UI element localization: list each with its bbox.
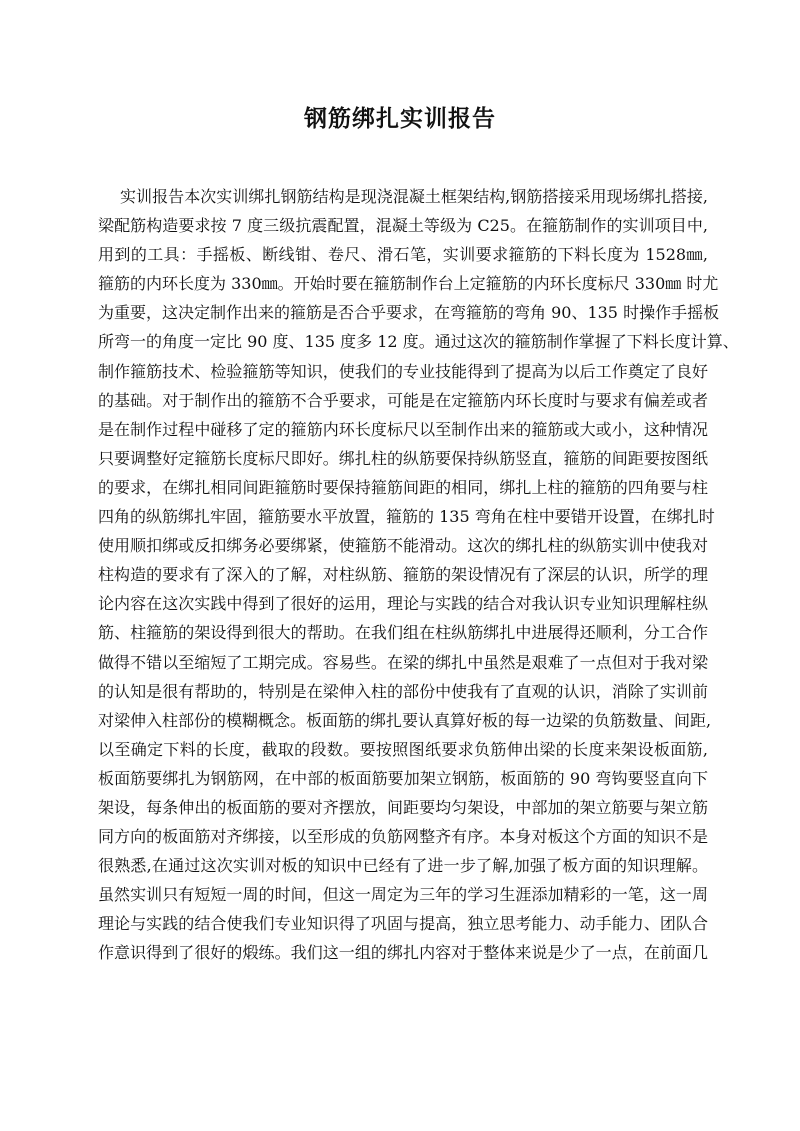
body-line: 制作箍筋技术、检验箍筋等知识，使我们的专业技能得到了提高为以后工作奠定了良好 (98, 361, 708, 381)
body-line: 四角的纵筋绑扎牢固，箍筋要水平放置，箍筋的 135 弯角在柱中要错开设置，在绑扎时 (98, 507, 715, 527)
report-body (98, 182, 739, 968)
body-line: 虽然实训只有短短一周的时间，但这一周定为三年的学习生涯添加精彩的一笔，这一周 (98, 885, 708, 905)
body-line: 的要求，在绑扎相同间距箍筋时要保持箍筋间距的相同，绑扎上柱的箍筋的四角要与柱 (98, 477, 708, 497)
body-line: 论内容在这次实践中得到了很好的运用，理论与实践的结合对我认识专业知识理解柱纵 (98, 594, 708, 614)
body-line: 使用顺扣绑或反扣绑务必要绑紧，使箍筋不能滑动。这次的绑扎柱的纵筋实训中使我对 (98, 536, 708, 556)
body-line: 架设，每条伸出的板面筋的要对齐摆放，间距要均匀架设，中部加的架立筋要与架立筋 (98, 797, 708, 817)
body-line: 箍筋的内环长度为 330㎜。开始时要在箍筋制作台上定箍筋的内环长度标尺 330㎜ 时尤 (98, 274, 719, 294)
document-title: 钢筋绑扎实训报告 (304, 106, 496, 132)
body-line: 实训报告本次实训绑扎钢筋结构是现浇混凝土框架结构,钢筋搭接采用现场绑扎搭接, (120, 187, 708, 206)
body-line: 做得不错以至缩短了工期完成。容易些。在梁的绑扎中虽然是艰难了一点但对于我对梁 (98, 652, 708, 672)
body-line: 同方向的板面筋对齐绑接，以至形成的负筋网整齐有序。本身对板这个方面的知识不是 (98, 827, 708, 847)
body-line: 以至确定下料的长度，截取的段数。要按照图纸要求负筋伸出梁的长度来架设板面筋, (98, 739, 708, 759)
body-line: 只要调整好定箍筋长度标尺即好。绑扎柱的纵筋要保持纵筋竖直，箍筋的间距要按图纸 (98, 448, 708, 468)
body-line: 所弯一的角度一定比 90 度、135 度多 12 度。通过这次的箍筋制作掌握了下料长度计算、 (98, 332, 739, 352)
body-line: 对梁伸入柱部份的模糊概念。板面筋的绑扎要认真算好板的每一边梁的负筋数量、间距, (98, 710, 712, 730)
body-line: 很熟悉,在通过这次实训对板的知识中已经有了进一步了解,加强了板方面的知识理解。 (98, 856, 708, 876)
body-line: 作意识得到了很好的煅练。我们这一组的绑扎内容对于整体来说是少了一点，在前面几 (98, 943, 708, 963)
body-line: 梁配筋构造要求按 7 度三级抗震配置，混凝土等级为 C25。在箍筋制作的实训项目中, (98, 216, 708, 236)
body-line: 柱构造的要求有了深入的了解，对柱纵筋、箍筋的架设情况有了深层的认识，所学的理 (98, 565, 708, 585)
body-line: 的认知是很有帮助的，特别是在梁伸入柱的部份中使我有了直观的认识，消除了实训前 (98, 681, 708, 701)
body-line: 理论与实践的结合使我们专业知识得了巩固与提高，独立思考能力、动手能力、团队合 (98, 914, 708, 934)
body-line: 板面筋要绑扎为钢筋网，在中部的板面筋要加架立钢筋，板面筋的 90 弯钩要竖直向下 (98, 768, 708, 788)
body-line: 用到的工具：手摇板、断线钳、卷尺、滑石笔，实训要求箍筋的下料长度为 1528㎜, (98, 245, 708, 265)
body-line: 的基础。对于制作出的箍筋不合乎要求，可能是在定箍筋内环长度时与要求有偏差或者 (98, 390, 708, 410)
body-line: 为重要，这决定制作出来的箍筋是否合乎要求，在弯箍筋的弯角 90、135 时操作手摇板 (98, 303, 720, 323)
body-line: 筋、柱箍筋的架设得到很大的帮助。在我们组在柱纵筋绑扎中进展得还顺利，分工合作 (98, 623, 708, 643)
body-line: 是在制作过程中碰移了定的箍筋内环长度标尺以至制作出来的箍筋或大或小，这种情况 (98, 419, 708, 439)
